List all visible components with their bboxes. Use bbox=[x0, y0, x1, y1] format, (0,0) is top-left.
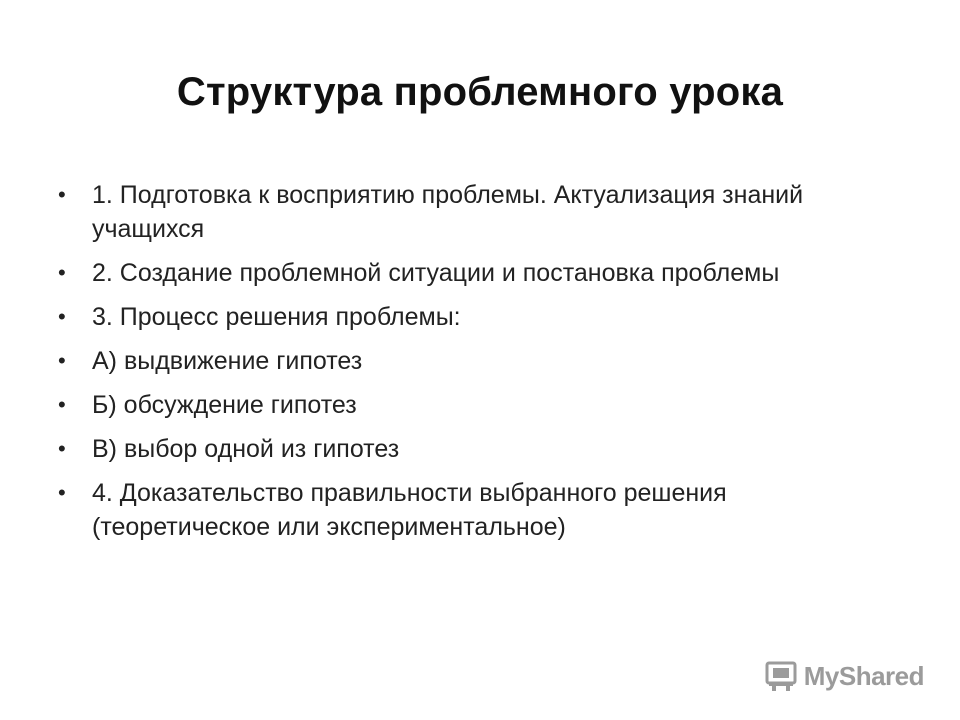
bullet-text: 2. Создание проблемной ситуации и постановка проблемы bbox=[92, 259, 780, 287]
bullet-item-5 bbox=[58, 388, 858, 422]
bullet-list bbox=[58, 178, 858, 554]
myshared-logo-icon bbox=[764, 659, 798, 693]
bullet-item-4 bbox=[58, 344, 858, 378]
slide-title: Структура проблемного урока bbox=[176, 70, 784, 114]
bullet-text: 1. Подготовка к восприятию проблемы. Актуализация знаний учащихся bbox=[92, 181, 804, 243]
bullet-text: Б) обсуждение гипотез bbox=[92, 391, 357, 419]
bullet-text: 4. Доказательство правильности выбранного решения (теоретическое или экспериментальное) bbox=[92, 479, 727, 541]
bullet-marker: • bbox=[58, 480, 66, 505]
bullet-text: 3. Процесс решения проблемы: bbox=[92, 303, 461, 331]
bullet-text: В) выбор одной из гипотез bbox=[92, 435, 400, 463]
watermark-text: MyShared bbox=[803, 660, 924, 691]
bullet-marker: • bbox=[58, 304, 66, 329]
bullet-item-1 bbox=[58, 178, 858, 246]
bullet-item-2 bbox=[58, 256, 858, 290]
bullet-marker: • bbox=[58, 392, 66, 417]
bullet-marker: • bbox=[58, 348, 66, 373]
bullet-item-6 bbox=[58, 432, 858, 466]
bullet-item-3 bbox=[58, 300, 858, 334]
bullet-marker: • bbox=[58, 260, 66, 285]
watermark bbox=[764, 656, 924, 696]
bullet-item-7 bbox=[58, 476, 858, 544]
bullet-text: А) выдвижение гипотез bbox=[92, 347, 363, 375]
bullet-marker: • bbox=[58, 436, 66, 461]
bullet-marker: • bbox=[58, 182, 66, 207]
